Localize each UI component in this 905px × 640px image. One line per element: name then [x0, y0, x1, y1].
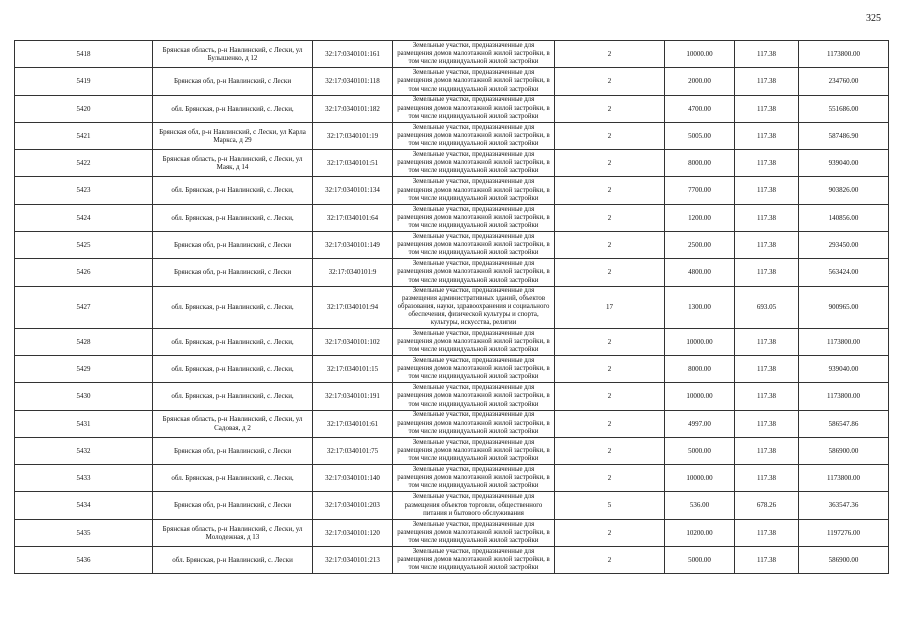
- group-cell: 2: [555, 383, 665, 410]
- specific-value-cell: 117.38: [735, 328, 799, 355]
- cadastral-number-cell: 32:17:0340101:15: [313, 355, 393, 382]
- group-cell: 2: [555, 547, 665, 574]
- address-cell: Брянская обл, р-н Навлинский, с Лески: [153, 492, 313, 519]
- specific-value-cell: 117.38: [735, 383, 799, 410]
- table-row: [15, 204, 889, 231]
- row-number: 5418: [15, 41, 153, 68]
- area-cell: 10000.00: [665, 328, 735, 355]
- cadastral-number-cell: 32:17:0340101:203: [313, 492, 393, 519]
- cadastral-value-cell: 903826.00: [799, 177, 889, 204]
- row-number: 5435: [15, 519, 153, 546]
- group-cell: 2: [555, 122, 665, 149]
- address-cell: обл. Брянская, р-н Навлинский, с. Лески,: [153, 204, 313, 231]
- table-row: [15, 68, 889, 95]
- address-cell: обл. Брянская, р-н Навлинский, с. Лески,: [153, 95, 313, 122]
- table-row: [15, 383, 889, 410]
- area-cell: 5000.00: [665, 547, 735, 574]
- area-cell: 1300.00: [665, 286, 735, 328]
- area-cell: 536.00: [665, 492, 735, 519]
- row-number: 5426: [15, 259, 153, 286]
- specific-value-cell: 117.38: [735, 204, 799, 231]
- land-use-cell: Земельные участки, предназначенные для размещения домов малоэтажной жилой застройки, в том числе индивидуальной жилой застройки: [393, 519, 555, 546]
- cadastral-value-cell: 939040.00: [799, 150, 889, 177]
- specific-value-cell: 117.38: [735, 259, 799, 286]
- address-cell: Брянская обл, р-н Навлинский, с Лески: [153, 232, 313, 259]
- group-cell: 2: [555, 68, 665, 95]
- area-cell: 8000.00: [665, 150, 735, 177]
- group-cell: 2: [555, 328, 665, 355]
- specific-value-cell: 117.38: [735, 41, 799, 68]
- specific-value-cell: 117.38: [735, 355, 799, 382]
- address-cell: обл. Брянская, р-н Навлинский, с. Лески,: [153, 383, 313, 410]
- address-cell: Брянская обл, р-н Навлинский, с Лески: [153, 68, 313, 95]
- cadastral-number-cell: 32:17:0340101:61: [313, 410, 393, 437]
- table-row: [15, 122, 889, 149]
- land-use-cell: Земельные участки, предназначенные для размещения домов малоэтажной жилой застройки, в том числе индивидуальной жилой застройки: [393, 465, 555, 492]
- table-row: [15, 492, 889, 519]
- area-cell: 4700.00: [665, 95, 735, 122]
- land-use-cell: Земельные участки, предназначенные для размещения домов малоэтажной жилой застройки, в том числе индивидуальной жилой застройки: [393, 150, 555, 177]
- land-use-cell: Земельные участки, предназначенные для размещения домов малоэтажной жилой застройки, в том числе индивидуальной жилой застройки: [393, 355, 555, 382]
- cadastral-value-cell: 586900.00: [799, 547, 889, 574]
- land-use-cell: Земельные участки, предназначенные для размещения домов малоэтажной жилой застройки, в том числе индивидуальной жилой застройки: [393, 547, 555, 574]
- table-row: [15, 519, 889, 546]
- address-cell: Брянская обл, р-н Навлинский, с Лески: [153, 437, 313, 464]
- cadastral-value-cell: 234760.00: [799, 68, 889, 95]
- land-use-cell: Земельные участки, предназначенные для размещения объектов торговли, общественного питания и бытового обслуживания: [393, 492, 555, 519]
- area-cell: 10200.00: [665, 519, 735, 546]
- table-row: [15, 355, 889, 382]
- table-row: [15, 328, 889, 355]
- address-cell: обл. Брянская, р-н Навлинский, с. Лески: [153, 547, 313, 574]
- cadastral-value-cell: 1173800.00: [799, 383, 889, 410]
- land-use-cell: Земельные участки, предназначенные для размещения домов малоэтажной жилой застройки, в том числе индивидуальной жилой застройки: [393, 259, 555, 286]
- group-cell: 5: [555, 492, 665, 519]
- cadastral-number-cell: 32:17:0340101:75: [313, 437, 393, 464]
- table-row: [15, 41, 889, 68]
- specific-value-cell: 117.38: [735, 547, 799, 574]
- table-row: [15, 437, 889, 464]
- land-use-cell: Земельные участки, предназначенные для размещения домов малоэтажной жилой застройки, в том числе индивидуальной жилой застройки: [393, 328, 555, 355]
- address-cell: Брянская область, р-н Навлинский, с Лески, ул Молодежная, д 13: [153, 519, 313, 546]
- cadastral-value-cell: 586547.86: [799, 410, 889, 437]
- cadastral-value-cell: 563424.00: [799, 259, 889, 286]
- area-cell: 4997.00: [665, 410, 735, 437]
- group-cell: 2: [555, 465, 665, 492]
- land-use-cell: Земельные участки, предназначенные для размещения домов малоэтажной жилой застройки, в том числе индивидуальной жилой застройки: [393, 122, 555, 149]
- land-use-cell: Земельные участки, предназначенные для размещения домов малоэтажной жилой застройки, в том числе индивидуальной жилой застройки: [393, 177, 555, 204]
- area-cell: 2000.00: [665, 68, 735, 95]
- land-use-cell: Земельные участки, предназначенные для размещения административных зданий, объектов образования, науки, здравоохранения и социального обеспечения, физической культуры и спорта, культуры, искусства, религии: [393, 286, 555, 328]
- group-cell: 2: [555, 41, 665, 68]
- cadastral-value-cell: 140856.00: [799, 204, 889, 231]
- area-cell: 5005.00: [665, 122, 735, 149]
- cadastral-value-cell: 363547.36: [799, 492, 889, 519]
- cadastral-number-cell: 32:17:0340101:94: [313, 286, 393, 328]
- table-row: [15, 95, 889, 122]
- address-cell: Брянская обл, р-н Навлинский, с Лески, ул Карла Маркса, д 29: [153, 122, 313, 149]
- land-use-cell: Земельные участки, предназначенные для размещения домов малоэтажной жилой застройки, в том числе индивидуальной жилой застройки: [393, 95, 555, 122]
- row-number: 5428: [15, 328, 153, 355]
- table-row: [15, 232, 889, 259]
- group-cell: 17: [555, 286, 665, 328]
- land-use-cell: Земельные участки, предназначенные для размещения домов малоэтажной жилой застройки, в том числе индивидуальной жилой застройки: [393, 437, 555, 464]
- row-number: 5432: [15, 437, 153, 464]
- address-cell: обл. Брянская, р-н Навлинский, с. Лески,: [153, 177, 313, 204]
- group-cell: 2: [555, 259, 665, 286]
- address-cell: Брянская обл, р-н Навлинский, с Лески: [153, 259, 313, 286]
- land-use-cell: Земельные участки, предназначенные для размещения домов малоэтажной жилой застройки, в том числе индивидуальной жилой застройки: [393, 204, 555, 231]
- cadastral-value-cell: 939040.00: [799, 355, 889, 382]
- cadastral-number-cell: 32:17:0340101:213: [313, 547, 393, 574]
- row-number: 5425: [15, 232, 153, 259]
- address-cell: обл. Брянская, р-н Навлинский, с. Лески,: [153, 355, 313, 382]
- cadastral-value-cell: 1173800.00: [799, 465, 889, 492]
- page-number: 325: [866, 13, 881, 24]
- area-cell: 8000.00: [665, 355, 735, 382]
- table-row: [15, 547, 889, 574]
- area-cell: 10000.00: [665, 465, 735, 492]
- cadastral-number-cell: 32:17:0340101:9: [313, 259, 393, 286]
- table-row: [15, 177, 889, 204]
- cadastral-number-cell: 32:17:0340101:149: [313, 232, 393, 259]
- address-cell: обл. Брянская, р-н Навлинский, с. Лески,: [153, 465, 313, 492]
- group-cell: 2: [555, 410, 665, 437]
- row-number: 5421: [15, 122, 153, 149]
- cadastral-number-cell: 32:17:0340101:161: [313, 41, 393, 68]
- row-number: 5424: [15, 204, 153, 231]
- cadastral-number-cell: 32:17:0340101:134: [313, 177, 393, 204]
- row-number: 5433: [15, 465, 153, 492]
- specific-value-cell: 117.38: [735, 232, 799, 259]
- area-cell: 5000.00: [665, 437, 735, 464]
- table-row: [15, 150, 889, 177]
- table-row: [15, 259, 889, 286]
- cadastral-number-cell: 32:17:0340101:191: [313, 383, 393, 410]
- specific-value-cell: 117.38: [735, 437, 799, 464]
- row-number: 5423: [15, 177, 153, 204]
- cadastral-number-cell: 32:17:0340101:118: [313, 68, 393, 95]
- cadastral-value-cell: 1173800.00: [799, 328, 889, 355]
- address-cell: обл. Брянская, р-н Навлинский, с. Лески,: [153, 328, 313, 355]
- row-number: 5436: [15, 547, 153, 574]
- land-use-cell: Земельные участки, предназначенные для размещения домов малоэтажной жилой застройки, в том числе индивидуальной жилой застройки: [393, 232, 555, 259]
- row-number: 5430: [15, 383, 153, 410]
- cadastral-value-cell: 900965.00: [799, 286, 889, 328]
- cadastral-value-cell: 293450.00: [799, 232, 889, 259]
- group-cell: 2: [555, 177, 665, 204]
- row-number: 5422: [15, 150, 153, 177]
- land-use-cell: Земельные участки, предназначенные для размещения домов малоэтажной жилой застройки, в том числе индивидуальной жилой застройки: [393, 410, 555, 437]
- cadastral-number-cell: 32:17:0340101:64: [313, 204, 393, 231]
- cadastral-value-cell: 551686.00: [799, 95, 889, 122]
- land-use-cell: Земельные участки, предназначенные для размещения домов малоэтажной жилой застройки, в том числе индивидуальной жилой застройки: [393, 41, 555, 68]
- group-cell: 2: [555, 437, 665, 464]
- area-cell: 10000.00: [665, 41, 735, 68]
- cadastral-value-cell: 1197276.00: [799, 519, 889, 546]
- cadastral-number-cell: 32:17:0340101:51: [313, 150, 393, 177]
- specific-value-cell: 117.38: [735, 519, 799, 546]
- group-cell: 2: [555, 355, 665, 382]
- cadastral-number-cell: 32:17:0340101:102: [313, 328, 393, 355]
- row-number: 5420: [15, 95, 153, 122]
- specific-value-cell: 117.38: [735, 68, 799, 95]
- cadastral-number-cell: 32:17:0340101:182: [313, 95, 393, 122]
- address-cell: Брянская область, р-н Навлинский, с Лески, ул Садовая, д 2: [153, 410, 313, 437]
- table-row: [15, 465, 889, 492]
- row-number: 5431: [15, 410, 153, 437]
- group-cell: 2: [555, 232, 665, 259]
- table-row: [15, 286, 889, 328]
- area-cell: 1200.00: [665, 204, 735, 231]
- area-cell: 10000.00: [665, 383, 735, 410]
- land-use-cell: Земельные участки, предназначенные для размещения домов малоэтажной жилой застройки, в том числе индивидуальной жилой застройки: [393, 68, 555, 95]
- specific-value-cell: 117.38: [735, 465, 799, 492]
- specific-value-cell: 693.05: [735, 286, 799, 328]
- cadastral-value-table: [14, 40, 889, 574]
- row-number: 5419: [15, 68, 153, 95]
- cadastral-number-cell: 32:17:0340101:140: [313, 465, 393, 492]
- specific-value-cell: 678.26: [735, 492, 799, 519]
- group-cell: 2: [555, 150, 665, 177]
- cadastral-number-cell: 32:17:0340101:120: [313, 519, 393, 546]
- specific-value-cell: 117.38: [735, 150, 799, 177]
- cadastral-value-cell: 586900.00: [799, 437, 889, 464]
- cadastral-value-cell: 587486.90: [799, 122, 889, 149]
- specific-value-cell: 117.38: [735, 410, 799, 437]
- address-cell: обл. Брянская, р-н Навлинский, с. Лески,: [153, 286, 313, 328]
- address-cell: Брянская область, р-н Навлинский, с Лески, ул Булышенко, д 12: [153, 41, 313, 68]
- row-number: 5427: [15, 286, 153, 328]
- area-cell: 4800.00: [665, 259, 735, 286]
- row-number: 5429: [15, 355, 153, 382]
- group-cell: 2: [555, 95, 665, 122]
- address-cell: Брянская область, р-н Навлинский, с Лески, ул Маяк, д 14: [153, 150, 313, 177]
- cadastral-value-cell: 1173800.00: [799, 41, 889, 68]
- area-cell: 7700.00: [665, 177, 735, 204]
- cadastral-number-cell: 32:17:0340101:19: [313, 122, 393, 149]
- land-use-cell: Земельные участки, предназначенные для размещения домов малоэтажной жилой застройки, в том числе индивидуальной жилой застройки: [393, 383, 555, 410]
- area-cell: 2500.00: [665, 232, 735, 259]
- table-row: [15, 410, 889, 437]
- specific-value-cell: 117.38: [735, 177, 799, 204]
- group-cell: 2: [555, 204, 665, 231]
- specific-value-cell: 117.38: [735, 122, 799, 149]
- group-cell: 2: [555, 519, 665, 546]
- row-number: 5434: [15, 492, 153, 519]
- specific-value-cell: 117.38: [735, 95, 799, 122]
